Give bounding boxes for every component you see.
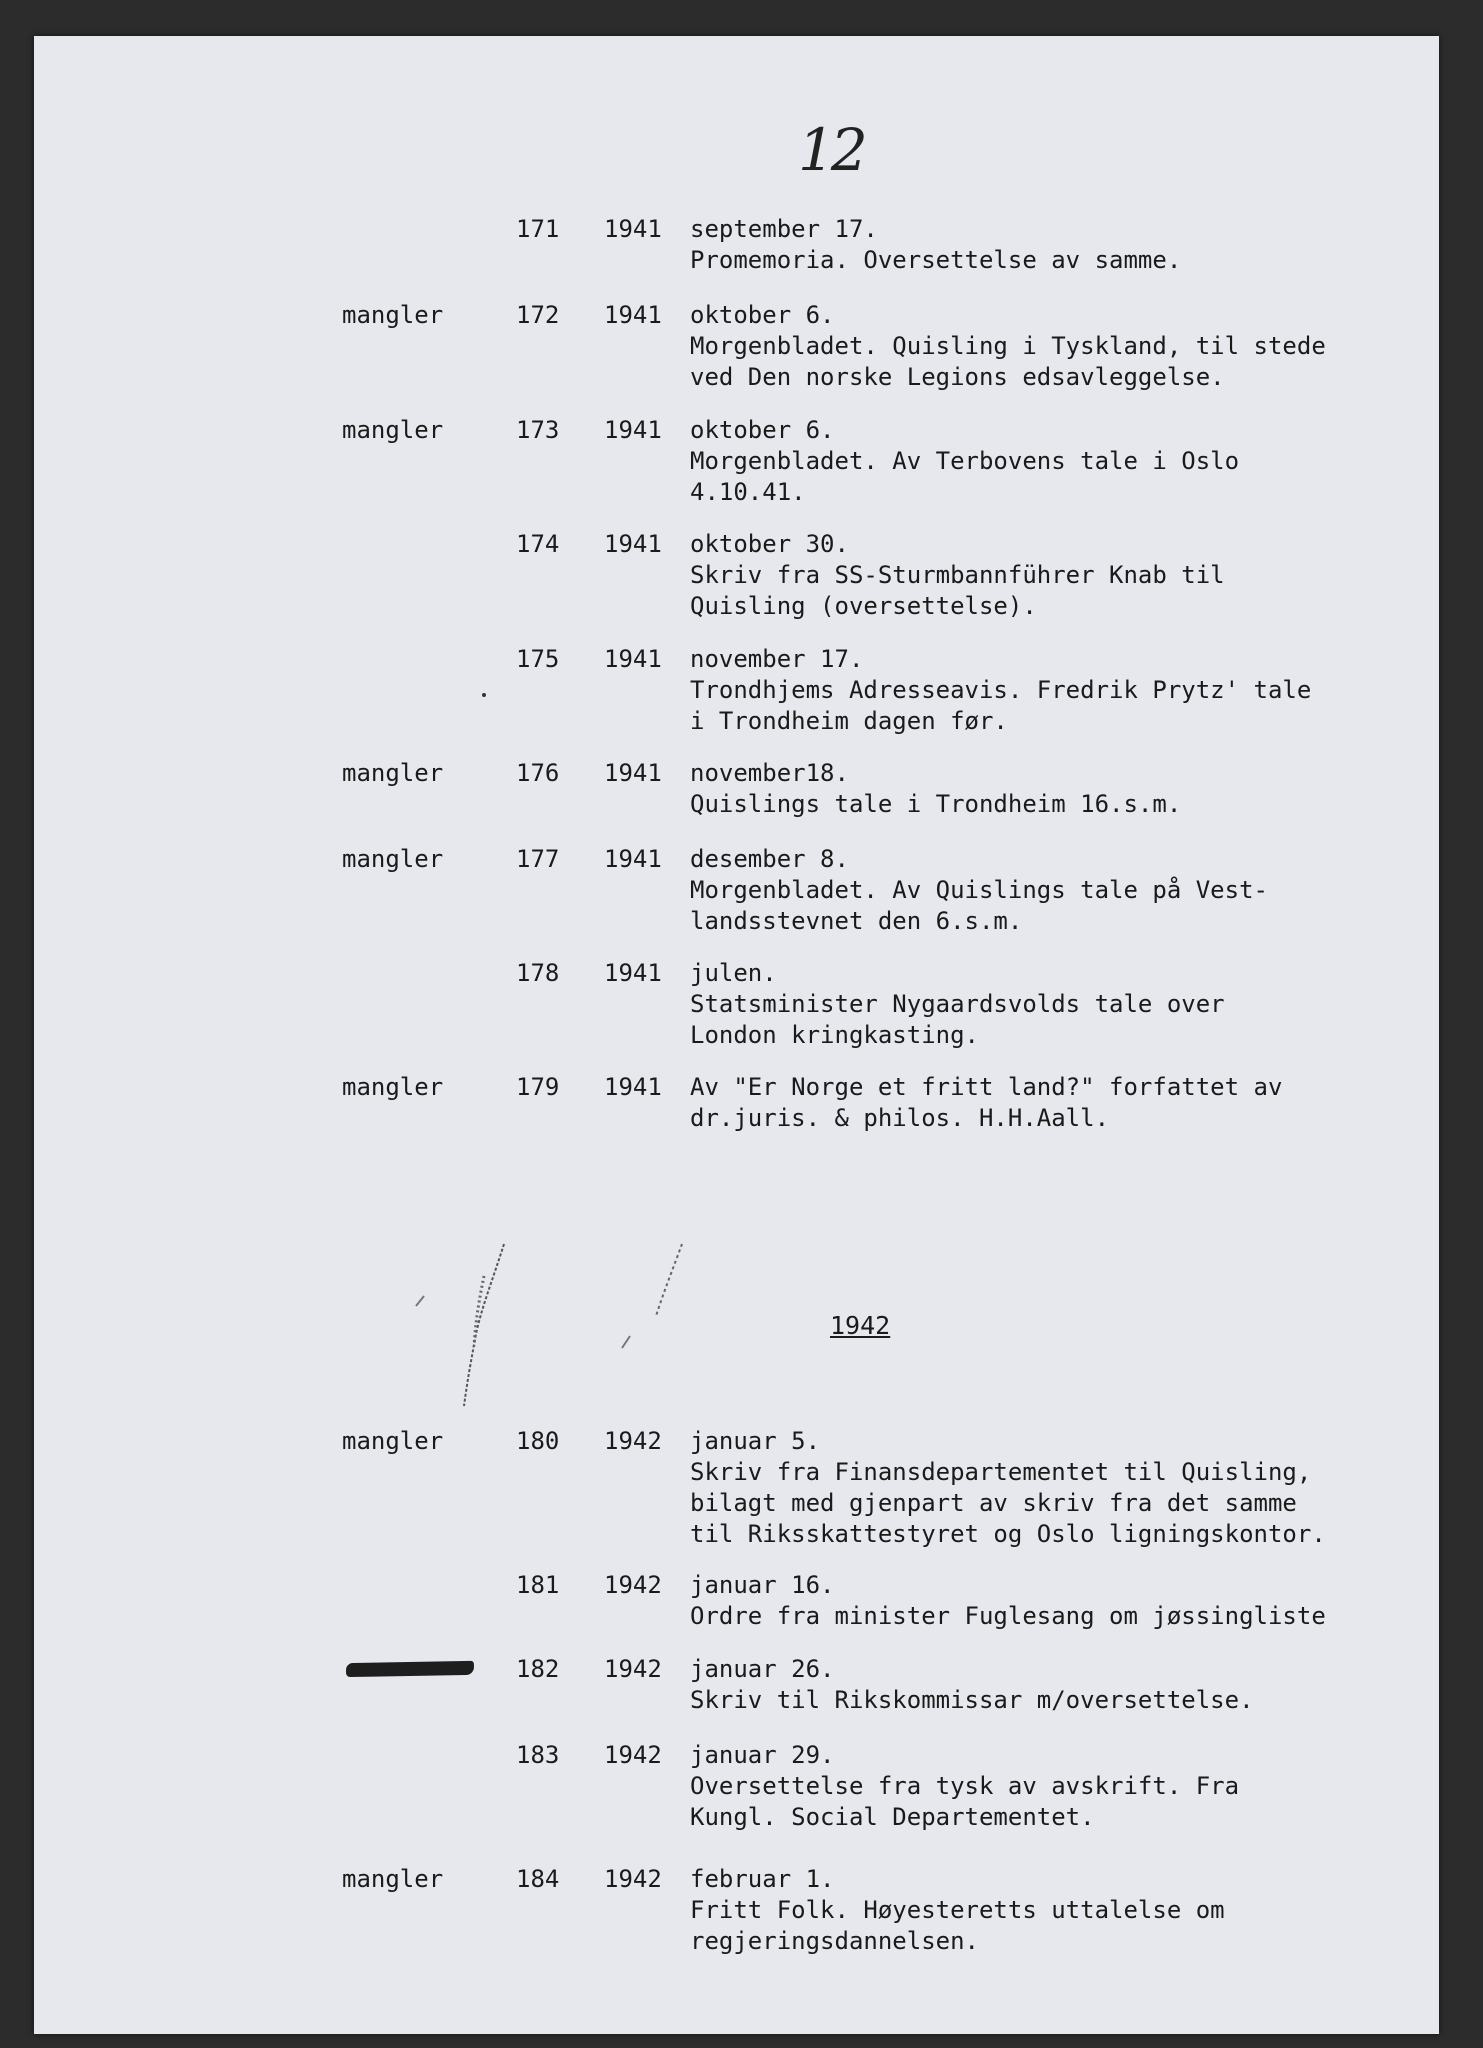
entry-line: Trondhjems Adresseavis. Fredrik Prytz' tale bbox=[690, 676, 1312, 704]
section-heading-1942: 1942 bbox=[830, 1311, 891, 1340]
entry-line: Statsminister Nygaardsvolds tale over bbox=[690, 990, 1225, 1018]
entry-status: mangler bbox=[342, 301, 444, 329]
entry-status: mangler bbox=[342, 1073, 444, 1101]
entry-line: desember 8. bbox=[690, 845, 849, 873]
entry-line: Ordre fra minister Fuglesang om jøssingliste bbox=[690, 1602, 1326, 1630]
entry-year: 1941 bbox=[604, 416, 662, 444]
entry-text bbox=[690, 758, 1450, 820]
entry-text bbox=[690, 644, 1450, 737]
entry-number: 183 bbox=[516, 1741, 560, 1769]
entry-line: ved Den norske Legions edsavleggelse. bbox=[690, 363, 1225, 391]
entry-status: mangler bbox=[342, 1865, 444, 1893]
entry-text bbox=[690, 1072, 1450, 1134]
entry-line: Fritt Folk. Høyesteretts uttalelse om bbox=[690, 1896, 1225, 1924]
entry-line: 4.10.41. bbox=[690, 478, 806, 506]
entry-number: 178 bbox=[516, 959, 560, 987]
entry-line: januar 29. bbox=[690, 1741, 835, 1769]
entry-status: mangler bbox=[342, 759, 444, 787]
entry-text bbox=[690, 1864, 1450, 1957]
entry-text bbox=[690, 1426, 1450, 1550]
entry-number: 172 bbox=[516, 301, 560, 329]
entry-number: 176 bbox=[516, 759, 560, 787]
entry-line: Morgenbladet. Quisling i Tyskland, til stede bbox=[690, 332, 1326, 360]
entry-text bbox=[690, 1740, 1450, 1833]
margin-dot bbox=[482, 693, 486, 697]
entry-text bbox=[690, 529, 1450, 622]
entry-line: Skriv fra Finansdepartementet til Quisling, bbox=[690, 1458, 1312, 1486]
entry-line: Skriv fra SS-Sturmbannführer Knab til bbox=[690, 561, 1225, 589]
entry-text bbox=[690, 1654, 1450, 1716]
entry-year: 1941 bbox=[604, 645, 662, 673]
entry-number: 180 bbox=[516, 1427, 560, 1455]
entry-line: Oversettelse fra tysk av avskrift. Fra bbox=[690, 1772, 1240, 1800]
entry-line: regjeringsdannelsen. bbox=[690, 1927, 979, 1955]
entry-line: til Riksskattestyret og Oslo ligningskontor. bbox=[690, 1520, 1326, 1548]
entry-line: oktober 6. bbox=[690, 301, 835, 329]
entry-year: 1941 bbox=[604, 530, 662, 558]
entry-year: 1942 bbox=[604, 1865, 662, 1893]
entry-number: 175 bbox=[516, 645, 560, 673]
entry-line: julen. bbox=[690, 959, 777, 987]
entry-line: januar 26. bbox=[690, 1655, 835, 1683]
entry-line: oktober 6. bbox=[690, 416, 835, 444]
entry-line: Skriv til Rikskommissar m/oversettelse. bbox=[690, 1686, 1254, 1714]
entry-line: bilagt med gjenpart av skriv fra det samme bbox=[690, 1489, 1297, 1517]
entry-year: 1942 bbox=[604, 1655, 662, 1683]
entry-line: januar 16. bbox=[690, 1571, 835, 1599]
entry-status: mangler bbox=[342, 845, 444, 873]
entry-number: 179 bbox=[516, 1073, 560, 1101]
entry-line: januar 5. bbox=[690, 1427, 821, 1455]
pencil-marks bbox=[364, 1236, 744, 1416]
entry-number: 184 bbox=[516, 1865, 560, 1893]
entry-year: 1941 bbox=[604, 301, 662, 329]
entry-line: september 17. bbox=[690, 215, 878, 243]
redacted-status-mark bbox=[346, 1661, 474, 1677]
entry-text bbox=[690, 958, 1450, 1051]
entry-number: 181 bbox=[516, 1571, 560, 1599]
entry-year: 1942 bbox=[604, 1427, 662, 1455]
entry-text bbox=[690, 1570, 1450, 1632]
entry-text bbox=[690, 214, 1450, 276]
entry-line: i Trondheim dagen før. bbox=[690, 707, 1008, 735]
entry-year: 1942 bbox=[604, 1571, 662, 1599]
page-number: 12 bbox=[798, 116, 864, 184]
entry-text bbox=[690, 844, 1450, 937]
entry-year: 1941 bbox=[604, 845, 662, 873]
entry-year: 1942 bbox=[604, 1741, 662, 1769]
entry-number: 182 bbox=[516, 1655, 560, 1683]
entry-line: oktober 30. bbox=[690, 530, 849, 558]
entry-status: mangler bbox=[342, 1427, 444, 1455]
entry-year: 1941 bbox=[604, 1073, 662, 1101]
entry-line: november 17. bbox=[690, 645, 864, 673]
entry-status: mangler bbox=[342, 416, 444, 444]
entry-line: Morgenbladet. Av Quislings tale på Vest- bbox=[690, 876, 1268, 904]
entry-line: landsstevnet den 6.s.m. bbox=[690, 907, 1023, 935]
entry-number: 177 bbox=[516, 845, 560, 873]
entry-line: dr.juris. & philos. H.H.Aall. bbox=[690, 1104, 1110, 1132]
entry-line: Kungl. Social Departementet. bbox=[690, 1803, 1095, 1831]
entry-year: 1941 bbox=[604, 759, 662, 787]
entry-line: november18. bbox=[690, 759, 849, 787]
entry-line: Quislings tale i Trondheim 16.s.m. bbox=[690, 790, 1182, 818]
entry-line: februar 1. bbox=[690, 1865, 835, 1893]
entry-year: 1941 bbox=[604, 215, 662, 243]
entry-line: Morgenbladet. Av Terbovens tale i Oslo bbox=[690, 447, 1240, 475]
entry-number: 173 bbox=[516, 416, 560, 444]
entry-line: Quisling (oversettelse). bbox=[690, 592, 1037, 620]
entry-number: 174 bbox=[516, 530, 560, 558]
entry-text bbox=[690, 300, 1450, 393]
entry-line: Av "Er Norge et fritt land?" forfattet av bbox=[690, 1073, 1283, 1101]
document-page bbox=[34, 36, 1439, 2034]
entry-number: 171 bbox=[516, 215, 560, 243]
entry-text bbox=[690, 415, 1450, 508]
entry-line: London kringkasting. bbox=[690, 1021, 979, 1049]
entry-line: Promemoria. Oversettelse av samme. bbox=[690, 246, 1182, 274]
entry-year: 1941 bbox=[604, 959, 662, 987]
